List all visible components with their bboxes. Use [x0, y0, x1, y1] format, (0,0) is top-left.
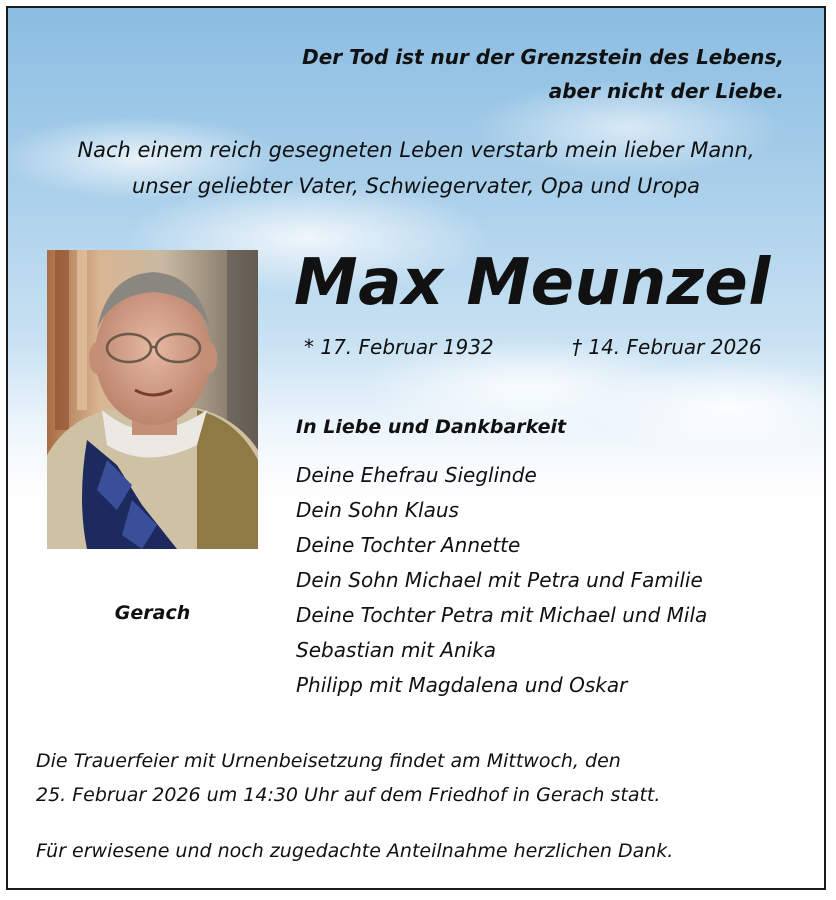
mourners-list: [296, 458, 707, 703]
deceased-name: Max Meunzel: [294, 246, 771, 320]
intro-line-1: Nach einem reich gesegneten Leben verstarb mein lieber Mann,: [77, 138, 755, 162]
thanks-text: Für erwiesene und noch zugedachte Anteilnahme herzlichen Dank.: [36, 840, 674, 862]
place-name: Gerach: [114, 602, 191, 624]
intro-line-2: unser geliebter Vater, Schwiegervater, Opa und Uropa: [131, 174, 701, 198]
list-item: Philipp mit Magdalena und Oskar: [296, 673, 628, 697]
list-item: Deine Tochter Petra mit Michael und Mila: [296, 603, 708, 627]
list-item: Deine Tochter Annette: [296, 533, 521, 557]
funeral-line-1: Die Trauerfeier mit Urnenbeisetzung findet am Mittwoch, den: [36, 750, 621, 772]
quote-line-1: Der Tod ist nur der Grenzstein des Lebens,: [302, 45, 784, 69]
intro-text: [8, 132, 824, 204]
funeral-line-2: 25. Februar 2026 um 14:30 Uhr auf dem Friedhof in Gerach statt.: [36, 784, 661, 806]
obituary-card: [6, 6, 826, 890]
list-item: Deine Ehefrau Sieglinde: [296, 463, 537, 487]
death-date: † 14. Februar 2026: [572, 335, 762, 359]
birth-date: * 17. Februar 1932: [304, 335, 494, 359]
list-item: Sebastian mit Anika: [296, 638, 497, 662]
funeral-info: [36, 744, 660, 812]
list-item: Dein Sohn Klaus: [296, 498, 459, 522]
quote-line-2: aber nicht der Liebe.: [548, 79, 784, 103]
quote: [302, 40, 784, 108]
list-item: Dein Sohn Michael mit Petra und Familie: [296, 568, 703, 592]
portrait-photo: [47, 250, 258, 549]
mourners-heading: In Liebe und Dankbarkeit: [296, 416, 567, 438]
